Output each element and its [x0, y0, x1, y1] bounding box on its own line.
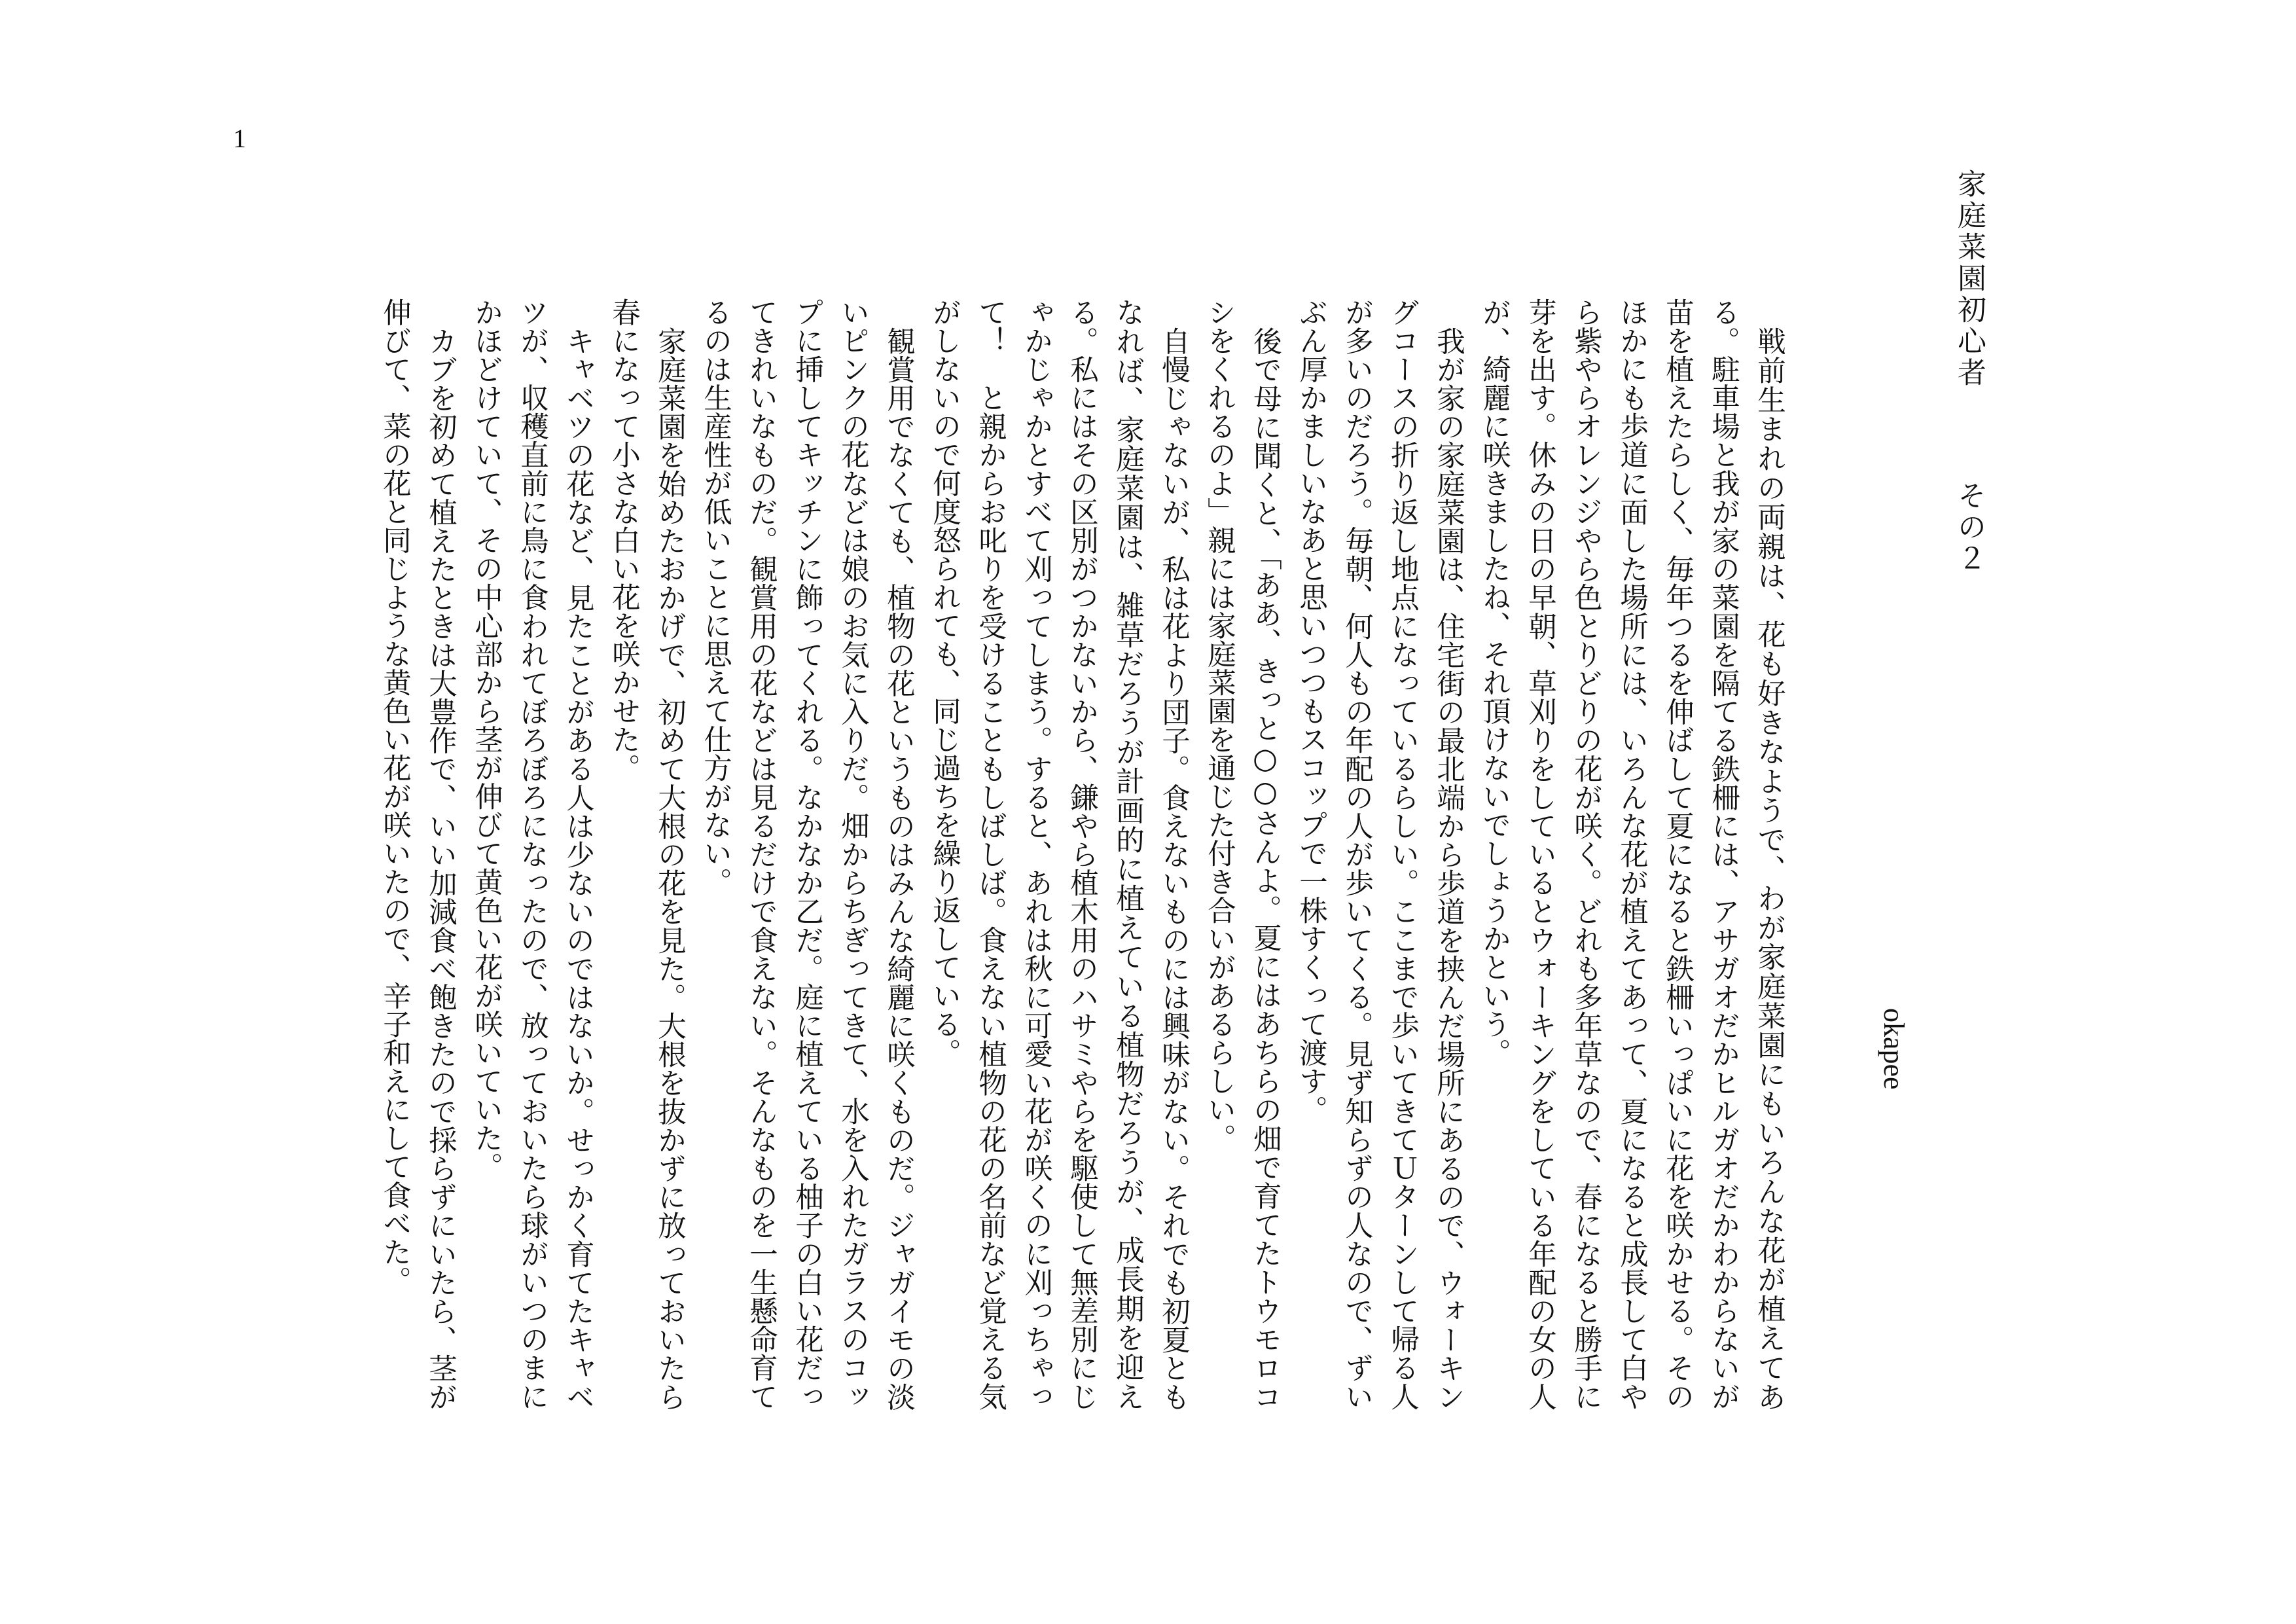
- paragraph: カブを初めて植えたときは大豊作で、いい加減食べ飽きたので採らずにいたら、茎が伸びて、菜の花と同じような黄色い花が咲いたので、辛子和えにして食べた。: [378, 298, 457, 1411]
- paragraph: 戦前生まれの両親は、花も好きなようで、わが家庭菜園にもいろんな花が植えてある。駐車場と我が家の菜園を隔てる鉄柵には、アサガオだかヒルガオだかわからないが苗を植えたらしく、毎年つるを伸ばして夏になると鉄柵いっぱいに花を咲かせる。そのほかにも歩道に面した場所には、いろんな花が植えてあって、夏になると成長して白やら紫やらオレンジやら色とりどりの花が咲く。どれも多年草なので、春になると勝手に芽を出す。休みの日の早朝、草刈りをしているとウォーキングをしている年配の女の人が、綺麗に咲きましたね、それ頂けないでしょうかという。: [1478, 298, 1785, 1411]
- page-number: 1: [233, 124, 246, 153]
- author-name: okapee: [1878, 1008, 1910, 1090]
- paragraph: 観賞用でなくても、植物の花というものはみんな綺麗に咲くものだ。ジャガイモの淡いピンクの花などは娘のお気に入りだ。畑からちぎってきて、水を入れたガラスのコップに挿してキッチンに飾ってくれる。なかなか乙だ。庭に植えている柚子の白い花だってきれいなものだ。観賞用の花などは見るだけで食えない。そんなものを一生懸命育てるのは生産性が低いことに思えて仕方がない。: [699, 298, 915, 1411]
- title-block: [1878, 169, 2062, 1085]
- subtitle-text: その２: [1952, 480, 1986, 575]
- title-text: 家庭菜園初心者: [1952, 169, 1986, 389]
- paragraph: 家庭菜園を始めたおかげで、初めて大根の花を見た。大根を抜かずに放っておいたら春になって小さな白い花を咲かせた。: [607, 298, 686, 1411]
- paragraph: 後で母に聞くと、「ああ、きっと○○さんよ。夏にはあちらの畑で育てたトウモロコシをくれるのよ」親には家庭菜園を通じた付き合いがあるらしい。: [1203, 298, 1282, 1411]
- body-text: [208, 298, 1792, 1411]
- document-title: [1948, 169, 1990, 575]
- paragraph: キャベツの花など、見たことがある人は少ないのではないか。せっかく育てたキャベツが、収穫直前に鳥に食われてぼろぼろになったので、放っておいたら球がいつのまにかほどけていて、その中心部から茎が伸びて黄色い花が咲いていた。: [470, 298, 594, 1411]
- paragraph: 我が家の家庭菜園は、住宅街の最北端から歩道を挟んだ場所にあるので、ウォーキングコースの折り返し地点になっているらしい。ここまで歩いてきてＵターンして帰る人が多いのだろう。毎朝、何人もの年配の人が歩いてくる。見ず知らずの人なので、ずいぶん厚かましいなあと思いつつもスコップで一株すくって渡す。: [1295, 298, 1465, 1411]
- paragraph: 自慢じゃないが、私は花より団子。食えないものには興味がない。それでも初夏ともなれば、家庭菜園は、雑草だろうが計画的に植えている植物だろうが、成長期を迎える。私にはその区別がつかないから、鎌やら植木用のハサミやらを駆使して無差別にじゃかじゃかとすべて刈ってしまう。すると、あれは秋に可愛い花が咲くのに刈っちゃって！ と親からお叱りを受けることもしばしば。食えない植物の花の名前など覚える気がしないので何度怒られても、同じ過ちを繰り返している。: [928, 298, 1190, 1411]
